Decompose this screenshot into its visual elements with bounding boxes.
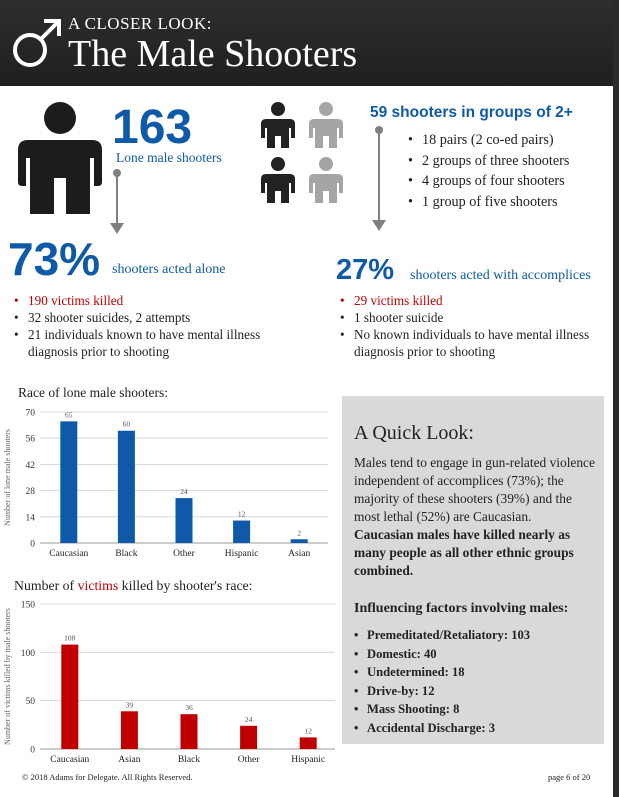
lone-percent: 73%: [8, 233, 101, 285]
data-label: 2: [297, 528, 302, 538]
x-tick-label: Caucasian: [50, 755, 90, 765]
list-item: • Mass Shooting: 8: [354, 700, 530, 719]
bar: [181, 714, 198, 749]
x-tick-label: Hispanic: [291, 755, 326, 765]
race-chart: [0, 402, 335, 572]
list-item: • 2 groups of three shooters: [408, 151, 569, 172]
y-tick-label: 42: [25, 460, 35, 471]
data-label: 12: [237, 509, 246, 519]
chart-title-prefix: Number of: [14, 578, 78, 593]
lone-percent-label: shooters acted alone: [112, 262, 226, 277]
page-title: The Male Shooters: [68, 33, 358, 75]
data-label: 108: [64, 633, 76, 643]
bar: [60, 421, 77, 543]
list-item: • Drive-by: 12: [354, 682, 530, 701]
bar: [61, 645, 78, 749]
factors-list: [354, 626, 530, 737]
lone-stats-list: [14, 292, 334, 360]
y-tick-label: 28: [25, 487, 35, 498]
x-tick-label: Asian: [288, 549, 311, 559]
y-tick-label: 70: [25, 408, 35, 419]
data-label: 36: [185, 703, 193, 713]
list-item: • 32 shooter suicides, 2 attempts: [14, 309, 334, 326]
bar: [176, 498, 193, 543]
bar: [300, 737, 317, 749]
list-item: • 4 groups of four shooters: [408, 171, 569, 192]
down-arrow-icon: [370, 125, 388, 235]
bar: [118, 431, 135, 543]
bar: [240, 726, 257, 749]
chart-title: Race of lone male shooters:: [18, 385, 168, 400]
list-item: • Domestic: 40: [354, 645, 530, 664]
y-axis-label: Number of lone male shooters: [3, 429, 12, 526]
y-tick-label: 0: [30, 539, 35, 550]
list-item: • 21 individuals known to have mental illness diagnosis prior to shooting: [14, 326, 313, 360]
list-item: • 190 victims killed: [14, 292, 334, 309]
y-tick-label: 150: [20, 600, 35, 611]
list-item: • 1 shooter suicide: [340, 309, 610, 326]
data-label: 12: [304, 726, 312, 736]
data-label: 39: [125, 700, 134, 710]
groups-stats-list: [340, 292, 610, 360]
copyright: © 2018 Adams for Delegate. All Rights Reserved.: [22, 772, 193, 782]
groups-heading: 59 shooters in groups of 2+: [370, 104, 573, 121]
y-tick-label: 100: [20, 648, 35, 659]
groups-percent-label: shooters acted with accomplices: [410, 268, 591, 283]
data-label: 60: [122, 419, 131, 429]
page-number: page 6 of 20: [548, 772, 591, 782]
bar: [291, 539, 308, 543]
list-item: • Premeditated/Retaliatory: 103: [354, 626, 530, 645]
person-pair-icon: [256, 100, 356, 210]
quick-look-highlight: Caucasian males have killed nearly as many people as all other ethnic groups combined.: [354, 527, 574, 578]
bar: [121, 711, 138, 749]
y-tick-label: 56: [25, 434, 35, 445]
header-kicker: A CLOSER LOOK:: [68, 14, 212, 33]
x-tick-label: Hispanic: [224, 549, 259, 559]
y-tick-label: 14: [25, 513, 35, 524]
victims-chart: [0, 594, 335, 772]
male-symbol-icon: [8, 16, 64, 72]
x-tick-label: Asian: [118, 755, 141, 765]
x-tick-label: Black: [177, 755, 201, 765]
data-label: 65: [65, 410, 73, 420]
quick-look-panel: [342, 396, 604, 744]
quick-look-title: A Quick Look:: [354, 422, 474, 444]
page-header: [0, 0, 613, 86]
x-tick-label: Other: [173, 549, 195, 559]
chart-title-highlight: victims: [77, 578, 119, 593]
list-item: • 29 victims killed: [340, 292, 610, 309]
page-edge: [613, 0, 619, 797]
list-item: • Undetermined: 18: [354, 663, 530, 682]
x-tick-label: Black: [115, 549, 138, 559]
person-silhouette-icon: [10, 100, 110, 215]
y-tick-label: 0: [30, 745, 35, 756]
list-item: • 1 group of five shooters: [408, 192, 569, 213]
list-item: • Accidental Discharge: 3: [354, 719, 530, 738]
list-item: • No known individuals to have mental illness diagnosis prior to shooting: [340, 326, 610, 360]
quick-look-text: Males tend to engage in gun-related violence independent of accomplices (73%); the majority of these shooters (39%) and the most lethal (52%) are Caucasian.: [354, 455, 595, 524]
groups-list: [408, 130, 569, 212]
data-label: 24: [244, 714, 253, 724]
y-tick-label: 50: [25, 697, 35, 708]
factors-title: Influencing factors involving males:: [354, 601, 569, 616]
x-tick-label: Other: [237, 755, 260, 765]
down-arrow-icon: [108, 168, 126, 236]
y-axis-label: Number of victims killed by male shooters: [3, 608, 12, 745]
bar: [233, 521, 250, 543]
lone-count-label: Lone male shooters: [116, 150, 222, 165]
groups-percent: 27%: [336, 254, 395, 286]
list-item: • 18 pairs (2 co-ed pairs): [408, 130, 569, 151]
lone-count: 163: [112, 101, 193, 154]
x-tick-label: Caucasian: [49, 549, 89, 559]
chart-title: [14, 578, 253, 594]
chart-title-suffix: killed by shooter's race:: [118, 578, 253, 593]
data-label: 24: [180, 487, 188, 497]
